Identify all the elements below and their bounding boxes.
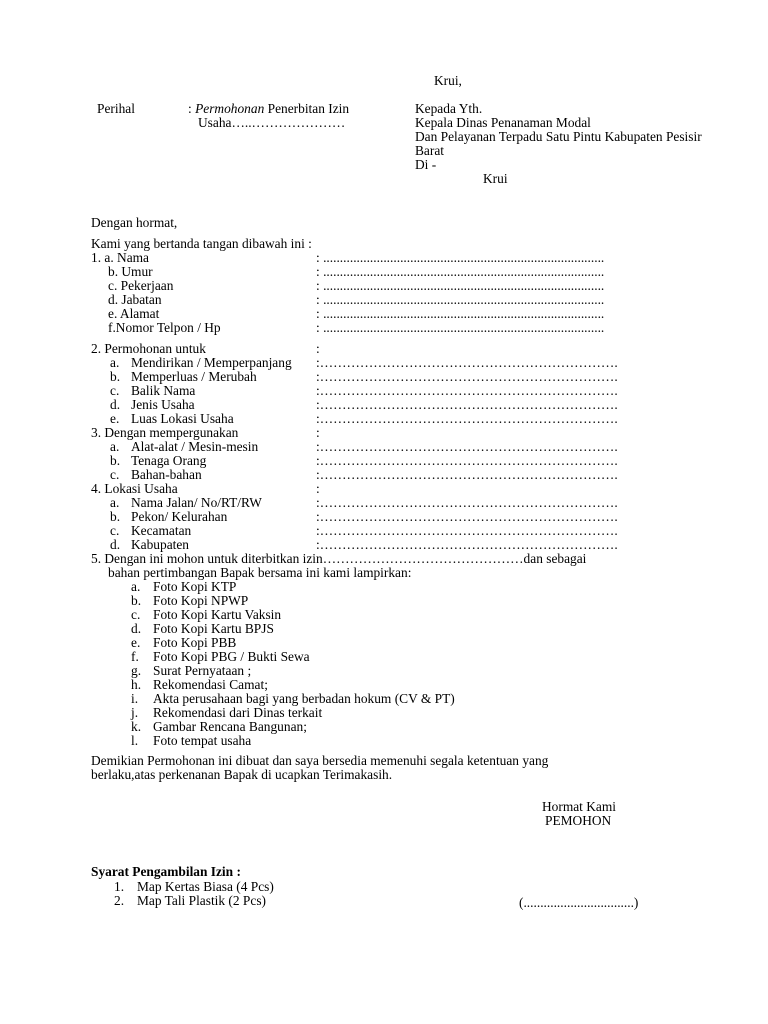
perihal-italic: Permohonan	[195, 101, 265, 116]
field-blank: :………………………………………………………….	[316, 439, 618, 454]
attachment-letter: l.	[131, 733, 139, 748]
perihal-value	[188, 102, 349, 115]
recipient-line: Dan Pelayanan Terpadu Satu Pintu Kabupaten Pesisir	[415, 129, 702, 144]
field-blank: :………………………………………………………….	[316, 495, 618, 510]
attachment-item: Foto Kopi PBG / Bukti Sewa	[153, 649, 310, 664]
field-label: 1. a. Nama	[91, 250, 150, 265]
item-letter: c.	[110, 467, 120, 482]
item-label: Pekon/ Kelurahan	[131, 509, 228, 524]
item-label: Kecamatan	[131, 523, 192, 538]
attachment-letter: g.	[131, 663, 142, 678]
attachment-letter: j.	[131, 705, 139, 720]
attachment-letter: a.	[131, 579, 141, 594]
item-label: Bahan-bahan	[131, 467, 202, 482]
item-letter: d.	[110, 397, 121, 412]
recipient-line: Kepala Dinas Penanaman Modal	[415, 115, 591, 130]
recipient-line: Barat	[415, 143, 444, 158]
item-letter: c.	[110, 523, 120, 538]
field-blank: : ....................................................................................	[316, 292, 605, 307]
signature-salutation: Hormat Kami	[542, 799, 617, 814]
item-letter: a.	[110, 439, 120, 454]
item-label: Tenaga Orang	[131, 453, 207, 468]
signature-role: PEMOHON	[545, 813, 612, 828]
field-blank: :………………………………………………………….	[316, 411, 618, 426]
recipient-city: Krui	[483, 171, 508, 186]
field-blank: : ....................................................................................	[316, 320, 605, 335]
attachment-item: Foto Kopi PBB	[153, 635, 237, 650]
field-blank: :………………………………………………………….	[316, 509, 618, 524]
attachment-item: Foto Kopi Kartu Vaksin	[153, 607, 282, 622]
field-blank: :………………………………………………………….	[316, 467, 618, 482]
place-date: Krui,	[434, 73, 462, 88]
closing-line: berlaku,atas perkenanan Bapak di ucapkan Terimakasih.	[91, 767, 393, 782]
item-label: Memperluas / Merubah	[131, 369, 257, 384]
item-label: Jenis Usaha	[131, 397, 195, 412]
section-title: 4. Lokasi Usaha	[91, 481, 178, 496]
field-label: c. Pekerjaan	[108, 278, 174, 293]
perihal-rest: Penerbitan Izin	[264, 101, 350, 116]
item-label: Mendirikan / Memperpanjang	[131, 355, 292, 370]
item-letter: d.	[110, 537, 121, 552]
recipient-line: Di -	[415, 157, 437, 172]
field-blank: : ....................................................................................	[316, 250, 605, 265]
perihal-line2: Usaha…..…………………	[198, 115, 346, 130]
item-label: Kabupaten	[131, 537, 190, 552]
field-blank: : ....................................................................................	[316, 264, 605, 279]
attachment-letter: k.	[131, 719, 142, 734]
intro-text: Kami yang bertanda tangan dibawah ini :	[91, 236, 312, 251]
field-label: b. Umur	[108, 264, 153, 279]
field-blank: :………………………………………………………….	[316, 383, 618, 398]
attachment-letter: f.	[131, 649, 139, 664]
item-letter: a.	[110, 355, 120, 370]
item-letter: b.	[110, 369, 121, 384]
field-blank: :………………………………………………………….	[316, 397, 618, 412]
requirement-num: 2.	[114, 893, 125, 908]
field-label: d. Jabatan	[108, 292, 162, 307]
item-letter: a.	[110, 495, 120, 510]
attachment-item: Foto Kopi Kartu BPJS	[153, 621, 274, 636]
field-blank: :………………………………………………………….	[316, 369, 618, 384]
attachment-letter: e.	[131, 635, 141, 650]
item-label: Nama Jalan/ No/RT/RW	[131, 495, 262, 510]
attachment-item: Foto Kopi NPWP	[153, 593, 249, 608]
section-colon: :	[316, 341, 320, 356]
section-colon: :	[316, 425, 320, 440]
attachment-letter: h.	[131, 677, 142, 692]
requirement-item: Map Kertas Biasa (4 Pcs)	[137, 879, 274, 894]
section-colon: :	[316, 481, 320, 496]
item-label: Alat-alat / Mesin-mesin	[131, 439, 259, 454]
item-label: Luas Lokasi Usaha	[131, 411, 234, 426]
attachment-item: Gambar Rencana Bangunan;	[153, 719, 307, 734]
field-blank: :………………………………………………………….	[316, 523, 618, 538]
section-5-line1: 5. Dengan ini mohon untuk diterbitkan izin………………………………………dan sebagai	[91, 551, 587, 566]
item-letter: b.	[110, 509, 121, 524]
requirement-item: Map Tali Plastik (2 Pcs)	[137, 893, 266, 908]
item-letter: b.	[110, 453, 121, 468]
attachment-item: Rekomendasi dari Dinas terkait	[153, 705, 323, 720]
field-label: f.Nomor Telpon / Hp	[108, 320, 221, 335]
section-title: 3. Dengan mempergunakan	[91, 425, 239, 440]
attachment-letter: i.	[131, 691, 139, 706]
attachment-item: Akta perusahaan bagi yang berbadan hokum (CV & PT)	[153, 691, 455, 706]
item-letter: e.	[110, 411, 120, 426]
attachment-letter: c.	[131, 607, 141, 622]
attachment-item: Foto Kopi KTP	[153, 579, 237, 594]
field-blank: : ....................................................................................	[316, 306, 605, 321]
requirements-title: Syarat Pengambilan Izin :	[91, 864, 241, 879]
attachment-item: Surat Pernyataan ;	[153, 663, 252, 678]
field-label: e. Alamat	[108, 306, 160, 321]
closing-line: Demikian Permohonan ini dibuat dan saya bersedia memenuhi segala ketentuan yang	[91, 753, 549, 768]
signature-name-blank: (.................................)	[519, 895, 639, 910]
section-5-line2: bahan pertimbangan Bapak bersama ini kami lampirkan:	[108, 565, 412, 580]
perihal-label: Perihal	[97, 101, 135, 116]
section-title: 2. Permohonan untuk	[91, 341, 206, 356]
attachment-letter: d.	[131, 621, 142, 636]
field-blank: :………………………………………………………….	[316, 453, 618, 468]
field-blank: :………………………………………………………….	[316, 537, 618, 552]
item-label: Balik Nama	[131, 383, 196, 398]
attachment-letter: b.	[131, 593, 142, 608]
item-letter: c.	[110, 383, 120, 398]
recipient-line: Kepada Yth.	[415, 101, 483, 116]
attachment-item: Rekomendasi Camat;	[153, 677, 268, 692]
field-blank: : ....................................................................................	[316, 278, 605, 293]
greeting: Dengan hormat,	[91, 215, 178, 230]
field-blank: :………………………………………………………….	[316, 355, 618, 370]
attachment-item: Foto tempat usaha	[153, 733, 252, 748]
requirement-num: 1.	[114, 879, 125, 894]
perihal-colon: :	[188, 101, 192, 116]
